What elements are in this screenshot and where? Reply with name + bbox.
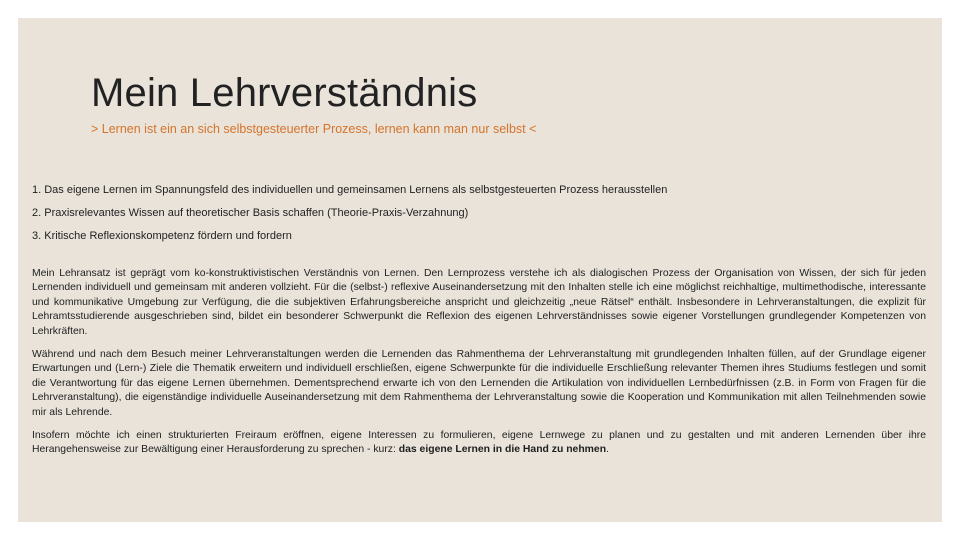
closing-end: . bbox=[606, 444, 609, 456]
closing-paragraph bbox=[32, 429, 926, 458]
goal-item: 1. Das eigene Lernen im Spannungsfeld des individuellen und gemeinsamen Lernens als selbstgesteuerten Prozess herausstellen bbox=[32, 184, 668, 196]
paragraph: Während und nach dem Besuch meiner Lehrveranstaltungen werden die Lernenden das Rahmenthema der Lehrveranstaltung mit grundlegenden Inhalten füllen, auf der Grundlage eigener Erwartungen und (Lern-) Ziele die Thematik erweitern und individuell erschließen, eigene Schwerpunkte für die individuelle Erschließung relevanter Themen ihres Studiums festlegen und somit die Verantwortung für das eigene Lernen übernehmen. Dementsprechend erwarte ich von den Lernenden die Artikulation von individuellen Lernbedürfnissen (z.B. in Form von Fragen für die Lehrveranstaltung), die eigenständige individuelle Auseinandersetzung mit dem Rahmenthema der Lehrveranstaltung sowie die Kooperation und Kommunikation mit allen Teilnehmenden sowie mir als Lehrende. bbox=[32, 349, 926, 418]
goal-item: 2. Praxisrelevantes Wissen auf theoretischer Basis schaffen (Theorie-Praxis-Verzahnung) bbox=[32, 207, 469, 219]
closing-emphasis: das eigene Lernen in die Hand zu nehmen bbox=[398, 444, 607, 456]
body-text bbox=[32, 267, 926, 467]
slide-title: Mein Lehrverständnis bbox=[91, 71, 478, 115]
paragraph: Mein Lehransatz ist geprägt vom ko-konstruktivistischen Verständnis von Lernen. Den Lernprozess verstehe ich als dialogischen Prozess der Organisation von Wissen, der sich für jeden Lernenden individuell und gemeinsam mit anderen vollzieht. Für die (selbst-) reflexive Auseinandersetzung mit den Inhalten stelle ich eine möglichst reichhaltige, multimethodische, interessante und kommunikative Umgebung zur Verfügung, die die subjektiven Erfahrungsbereiche anspricht und gleichzeitig „neue Rätsel“ enthält. Insbesondere in Lehrveranstaltungen, die explizit für Lehramtsstudierende ausgeschrieben sind, bildet ein besonderer Schwerpunkt die Reflexion des eigenen Lehrverständnisses sowie eigener Vorstellungen grundlegender Kompetenzen von Lehrkräften. bbox=[32, 268, 926, 337]
goals-list bbox=[32, 183, 932, 252]
slide-subtitle: > Lernen ist ein an sich selbstgesteuerter Prozess, lernen kann man nur selbst < bbox=[91, 122, 537, 136]
slide bbox=[18, 18, 942, 522]
goal-item: 3. Kritische Reflexionskompetenz fördern und fordern bbox=[32, 230, 292, 242]
closing-text: Insofern möchte ich einen strukturierten Freiraum eröffnen, eigene Interessen zu formulieren, eigene Lernwege zu planen und zu gestalten und mit anderen Lernenden über ihre Herangehensweise zur Bewältigung einer Herausforderung zu sprechen - kurz: bbox=[32, 430, 926, 456]
